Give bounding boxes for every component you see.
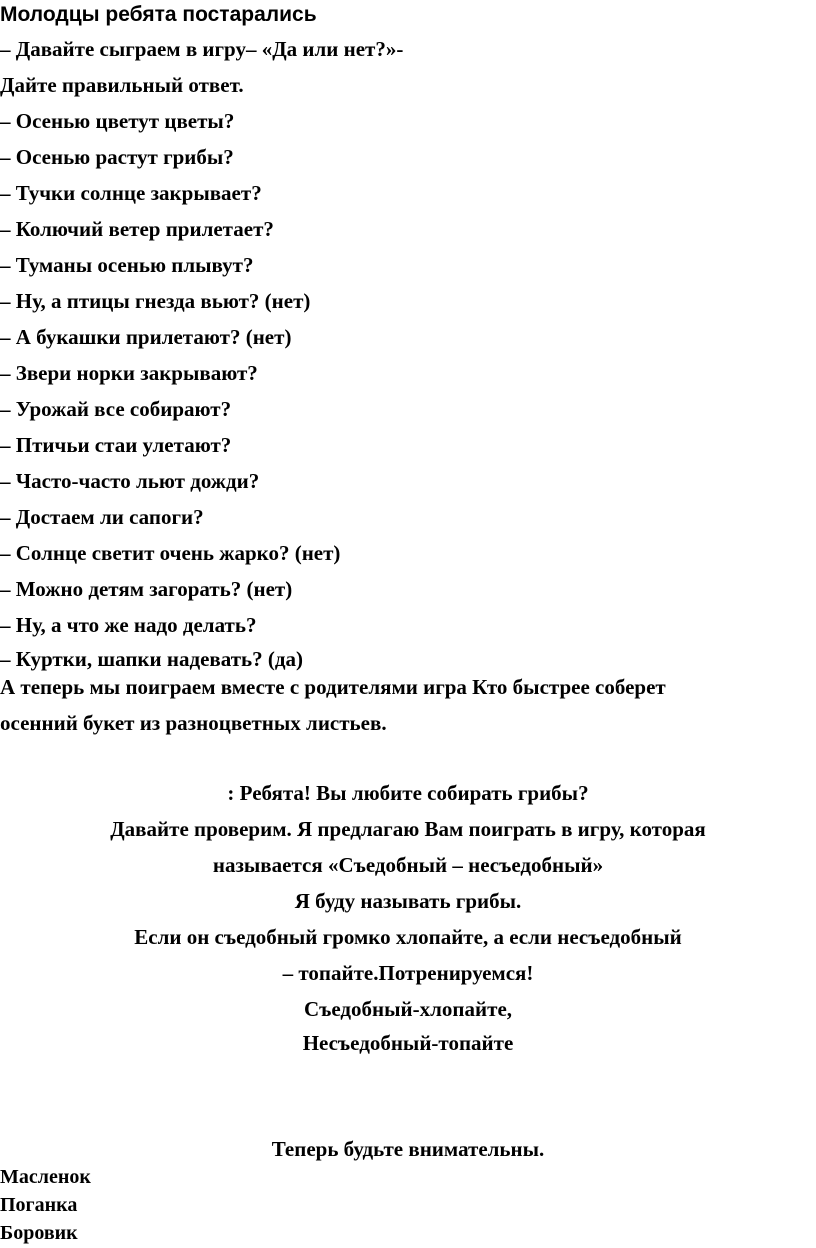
mushroom-game-line: называется «Съедобный – несъедобный» [212, 853, 604, 877]
mushroom-name: Боровик [0, 1222, 78, 1244]
question-line: – Звери норки закрывают? [0, 361, 258, 385]
mushroom-game-line: : Ребята! Вы любите собирать грибы? [227, 781, 589, 805]
parents-game-line-2: осенний букет из разноцветных листьев. [0, 711, 387, 735]
question-line: – Солнце светит очень жарко? (нет) [0, 541, 341, 565]
parents-game-line-1: А теперь мы поиграем вместе с родителями игра Кто быстрее соберет [0, 675, 666, 699]
question-line: – Тучки солнце закрывает? [0, 181, 262, 205]
mushroom-name: Масленок [0, 1166, 91, 1188]
mushroom-game-line: Несъедобный-топайте [302, 1031, 514, 1055]
question-line: – Туманы осенью плывут? [0, 253, 254, 277]
question-line: – Осенью растут грибы? [0, 145, 234, 169]
attention-line: Теперь будьте внимательны. [271, 1137, 545, 1161]
question-line: – Урожай все собирают? [0, 397, 232, 421]
question-line: – Птичьи стаи улетают? [0, 433, 232, 457]
question-line: – Достаем ли сапоги? [0, 505, 204, 529]
question-line: – Часто-часто льют дожди? [0, 469, 260, 493]
question-line: – Куртки, шапки надевать? (да) [0, 647, 303, 671]
question-line: – Можно детям загорать? (нет) [0, 577, 293, 601]
mushroom-game-line: Съедобный-хлопайте, [303, 997, 513, 1021]
mushroom-game-line: Я буду называть грибы. [294, 889, 522, 913]
mushroom-name: Поганка [0, 1194, 78, 1216]
mushroom-game-line: Давайте проверим. Я предлагаю Вам поиграть в игру, которая [110, 817, 706, 841]
mushroom-game-line: – топайте.Потренируемся! [282, 961, 534, 985]
page-heading: Молодцы ребята постарались [0, 3, 317, 26]
question-line: – Ну, а птицы гнезда вьют? (нет) [0, 289, 311, 313]
mushroom-game-line: Если он съедобный громко хлопайте, а если несъедобный [134, 925, 682, 949]
question-line: – Ну, а что же надо делать? [0, 613, 257, 637]
question-line: – Осенью цветут цветы? [0, 109, 235, 133]
game-instruction: Дайте правильный ответ. [0, 73, 244, 97]
game-intro: – Давайте сыграем в игру– «Да или нет?»- [0, 37, 404, 61]
question-line: – Колючий ветер прилетает? [0, 217, 274, 241]
question-line: – А букашки прилетают? (нет) [0, 325, 292, 349]
